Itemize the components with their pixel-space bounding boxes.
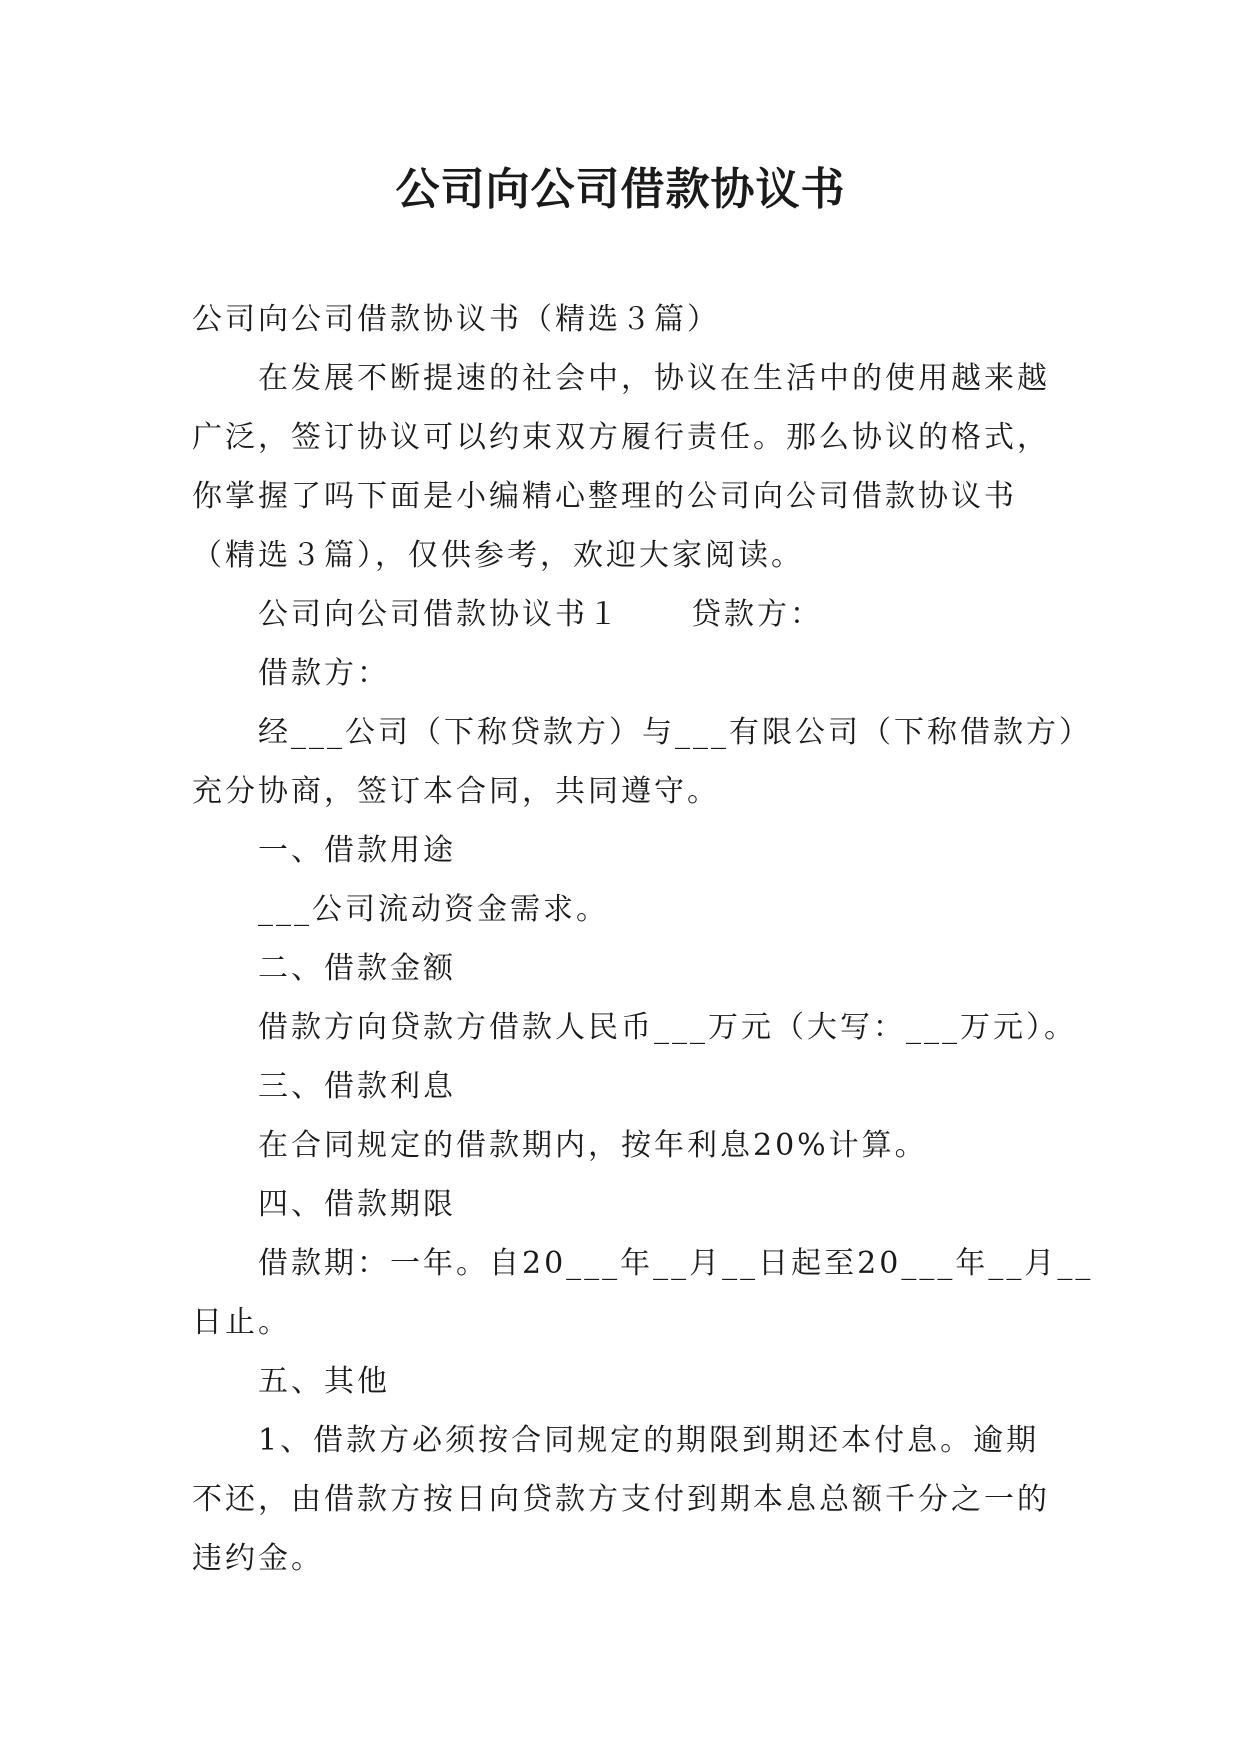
term-line: 借款期：一年。自20___年__月__日起至20___年__月__ <box>258 1246 1094 1281</box>
section-heading-interest: 三、借款利息 <box>258 1069 456 1104</box>
clause-1-paragraph <box>192 1411 1072 1588</box>
section-heading-other: 五、其他 <box>258 1364 390 1399</box>
term-line: 日止。 <box>192 1305 291 1340</box>
agreement-heading: 公司向公司借款协议书１ <box>258 597 621 632</box>
intro-line: 你掌握了吗下面是小编精心整理的公司向公司借款协议书 <box>192 479 1017 514</box>
clause-line: 1、借款方必须按合同规定的期限到期还本付息。逾期 <box>258 1423 1040 1458</box>
parties-line: 经___公司（下称贷款方）与___有限公司（下称借款方） <box>258 715 1092 750</box>
borrower-label: 借款方： <box>258 656 390 691</box>
parties-paragraph <box>192 703 1092 821</box>
agreement-heading-row <box>192 585 1072 644</box>
document-title: 公司向公司借款协议书 <box>395 164 846 215</box>
section-text-interest: 在合同规定的借款期内，按年利息20%计算。 <box>258 1128 928 1163</box>
section-heading-term: 四、借款期限 <box>258 1187 456 1222</box>
lender-label: 贷款方： <box>691 597 823 632</box>
section-text-amount: 借款方向贷款方借款人民币___万元（大写：___万元）。 <box>258 1010 1077 1045</box>
intro-paragraph <box>192 349 1072 585</box>
intro-line: 在发展不断提速的社会中，协议在生活中的使用越来越 <box>258 361 1050 396</box>
term-paragraph <box>192 1234 1094 1352</box>
intro-line: 广泛，签订协议可以约束双方履行责任。那么协议的格式， <box>192 420 1050 455</box>
document-body <box>192 290 1094 1588</box>
intro-line: （精选３篇），仅供参考，欢迎大家阅读。 <box>192 538 804 573</box>
section-heading-amount: 二、借款金额 <box>258 951 456 986</box>
clause-line: 违约金。 <box>192 1541 324 1576</box>
document-subtitle: 公司向公司借款协议书（精选３篇） <box>192 302 720 337</box>
section-heading-purpose: 一、借款用途 <box>258 833 456 868</box>
clause-line: 不还，由借款方按日向贷款方支付到期本息总额千分之一的 <box>192 1482 1050 1517</box>
parties-line: 充分协商，签订本合同，共同遵守。 <box>192 774 720 809</box>
section-text-purpose: ___公司流动资金需求。 <box>258 892 609 927</box>
